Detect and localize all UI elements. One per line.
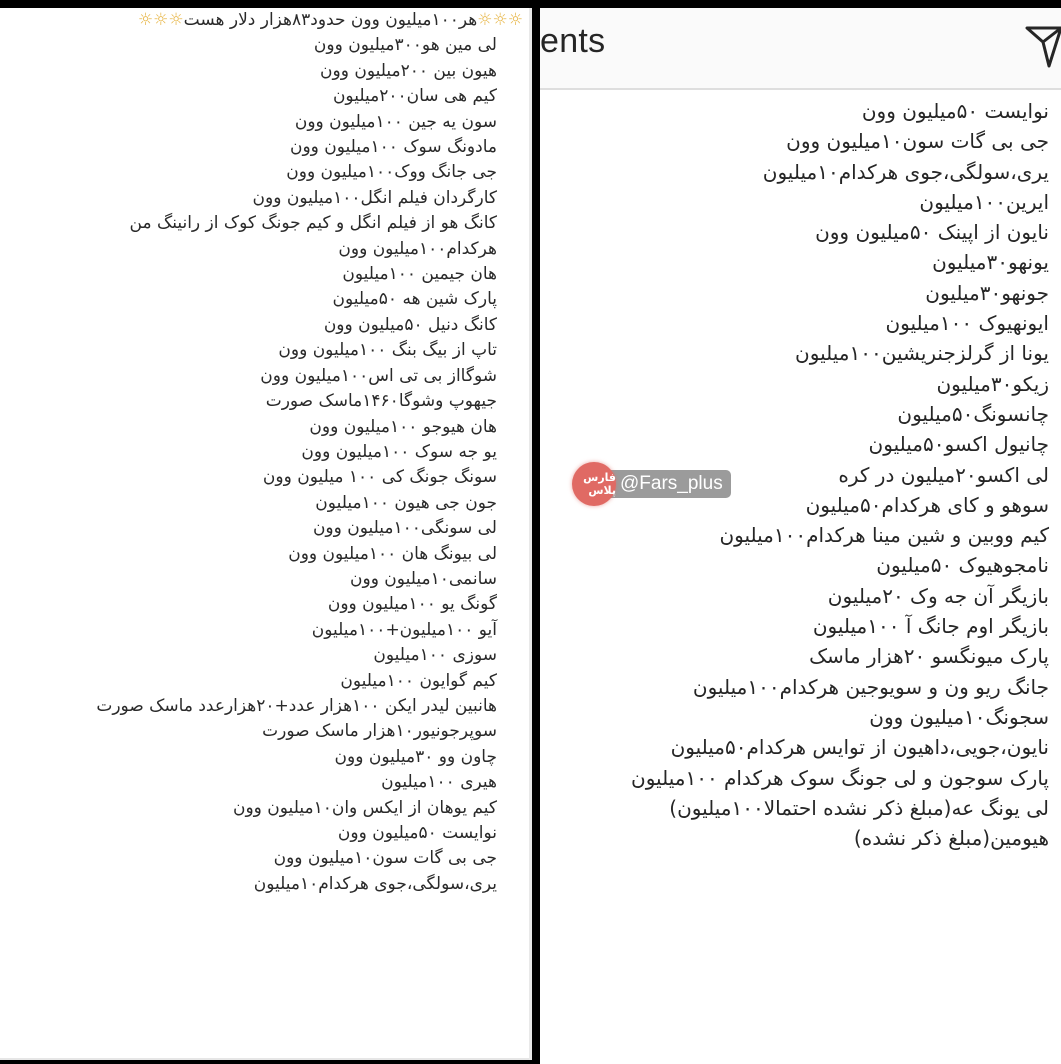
sun-icon: ☼ <box>492 10 508 30</box>
sun-icon: ☼ <box>137 10 154 30</box>
list-item: هرکدام۱۰۰میلیون وون <box>338 238 497 259</box>
header-title: ents <box>540 22 606 60</box>
list-item: کیم ووبین و شین مینا هرکدام۱۰۰میلیون <box>719 523 1049 548</box>
list-item: یونا از گرلزجنریشین۱۰۰میلیون <box>795 341 1049 366</box>
list-item: بازیگر اوم جانگ آ ۱۰۰میلیون <box>812 614 1049 639</box>
list-item: پارک میونگسو ۲۰هزار ماسک <box>809 644 1049 669</box>
list-item: سونگ جونگ کی ۱۰۰ میلیون وون <box>262 467 497 488</box>
list-item: زیکو۳۰میلیون <box>936 371 1049 396</box>
list-item: کانگ دنیل ۵۰میلیون وون <box>323 314 497 335</box>
left-screenshot-panel <box>0 8 532 1060</box>
send-icon[interactable] <box>1025 22 1061 70</box>
watermark <box>572 462 731 506</box>
list-item: لی سونگی۱۰۰میلیون وون <box>312 518 497 539</box>
list-item: جی بی گات سون۱۰میلیون وون <box>786 129 1049 154</box>
list-item: هیون بین ۲۰۰میلیون وون <box>320 60 497 81</box>
right-screenshot-panel <box>540 8 1061 1064</box>
list-item: نایون از اپینک ۵۰میلیون وون <box>815 220 1049 245</box>
watermark-handle: @Fars_plus <box>602 470 731 498</box>
list-heading <box>0 8 523 33</box>
list-item: سوهو و کای هرکدام۵۰میلیون <box>805 492 1049 517</box>
list-item: لی اکسو۲۰میلیون در کره <box>838 462 1049 487</box>
list-item: هانبین لیدر ایکن ۱۰۰هزار عدد+۲۰هزارعدد ماسک صورت <box>96 695 497 716</box>
list-item: هان هیوجو ۱۰۰میلیون وون <box>309 416 497 437</box>
list-item: یو جه سوک ۱۰۰میلیون وون <box>301 441 497 462</box>
list-item: سانمی۱۰میلیون وون <box>350 568 497 589</box>
list-item: نایون،جویی،داهیون از توایس هرکدام۵۰میلیون <box>670 735 1049 760</box>
list-item: ایونهیوک ۱۰۰میلیون <box>885 311 1049 336</box>
list-item: سون یه جین ۱۰۰میلیون وون <box>294 111 497 132</box>
list-item: کیم گوایون ۱۰۰میلیون <box>340 670 497 691</box>
sun-icon: ☼ <box>168 10 184 30</box>
list-item: کانگ هو از فیلم انگل و کیم جونگ کوک از رانینگ من <box>129 213 497 234</box>
list-item: ایرین۱۰۰میلیون <box>919 189 1049 214</box>
list-item: مادونگ سوک ۱۰۰میلیون وون <box>289 137 497 158</box>
list-item: کارگردان فیلم انگل۱۰۰میلیون وون <box>252 187 497 208</box>
list-item: هیری ۱۰۰میلیون <box>381 772 497 793</box>
list-item: جونهو۳۰میلیون <box>925 280 1049 305</box>
list-item: شوگااز بی تی اس۱۰۰میلیون وون <box>260 365 497 386</box>
sun-icon: ☼ <box>507 10 523 30</box>
sun-icon: ☼ <box>477 10 493 30</box>
list-item: هان جیمین ۱۰۰میلیون <box>342 264 497 285</box>
list-item: جیهوپ وشوگا۱۴۶۰ماسک صورت <box>265 391 497 412</box>
fars-plus-logo: فارس پلاس <box>572 462 616 506</box>
list-item: پارک شین هه ۵۰میلیون <box>332 289 497 310</box>
heading-text: هر۱۰۰میلیون وون حدود۸۳هزار دلار هست <box>183 10 478 30</box>
comments-header <box>540 8 1061 90</box>
list-item: هیومین(مبلغ ذکر نشده) <box>853 826 1049 851</box>
list-item: یونهو۳۰میلیون <box>932 250 1049 275</box>
list-item: جون جی هیون ۱۰۰میلیون <box>315 492 497 513</box>
list-item: سوپرجونیور۱۰هزار ماسک صورت <box>262 721 497 742</box>
list-item: کیم هی سان۲۰۰میلیون <box>332 86 497 107</box>
list-item: چانسونگ۵۰میلیون <box>897 401 1049 426</box>
list-item: سجونگ۱۰میلیون وون <box>869 704 1049 729</box>
list-item: سوزی ۱۰۰میلیون <box>373 645 497 666</box>
list-item: لی بیونگ هان ۱۰۰میلیون وون <box>288 543 497 564</box>
list-item: جی جانگ ووک۱۰۰میلیون وون <box>286 162 497 183</box>
list-item: نوایست ۵۰میلیون وون <box>861 99 1049 123</box>
list-item: لی مین هو۳۰۰میلیون وون <box>313 35 497 56</box>
sun-icon: ☼ <box>153 10 169 30</box>
list-item: یری،سولگی،جوی هرکدام۱۰میلیون <box>253 873 497 894</box>
divider <box>0 1058 529 1060</box>
list-item: پارک سوجون و لی جونگ سوک هرکدام ۱۰۰میلیون <box>631 765 1049 790</box>
list-item: کیم یوهان از ایکس وان۱۰میلیون وون <box>232 797 497 818</box>
left-donation-list <box>0 8 529 897</box>
list-item: جانگ ریو ون و سویوجین هرکدام۱۰۰میلیون <box>692 674 1049 699</box>
list-item: آیو ۱۰۰میلیون+۱۰۰میلیون <box>311 619 497 640</box>
list-item: بازیگر آن جه وک ۲۰میلیون <box>827 583 1049 608</box>
list-item: جی بی گات سون۱۰میلیون وون <box>273 848 497 869</box>
list-item: گونگ یو ۱۰۰میلیون وون <box>327 594 497 615</box>
list-item: تاپ از بیگ بنگ ۱۰۰میلیون وون <box>278 340 497 361</box>
list-item: نوایست ۵۰میلیون وون <box>337 823 497 843</box>
list-item: چانیول اکسو۵۰میلیون <box>868 432 1049 457</box>
list-item: نامجوهیوک ۵۰میلیون <box>876 553 1049 578</box>
list-item: لی یونگ عه(مبلغ ذکر نشده احتمالا۱۰۰میلیون) <box>669 795 1049 820</box>
list-item: چاون وو ۳۰میلیون وون <box>334 746 497 767</box>
list-item: یری،سولگی،جوی هرکدام۱۰میلیون <box>762 159 1049 184</box>
